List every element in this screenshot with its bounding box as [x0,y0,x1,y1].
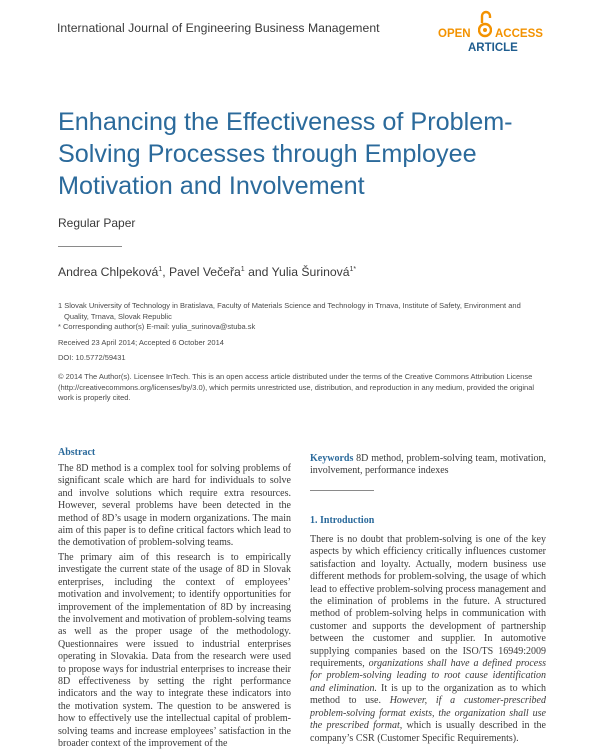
author-separator: and [244,265,272,279]
abstract-paragraph: The primary aim of this research is to empirically investigate the current state of the usage of 8D in Slovak enterprises, including the context of employees’ motivation and involvement; to identify opportunities for improvement of the implementation of 8D by increasing the involvement and motivation of problem-solving teams as well as the proper usage of the methodology. Questionnaires were issued to industrial enterprises operating in Slovakia. Data from the research were used to propose ways for industrial enterprises to increase their 8D effectiveness by setting the right performance indicators and the way to integrate these indicators into the motivation system. The question to be answered is how to effectively use the intellectual capital of problem-solving teams and increase employees’ satisfaction in the broader context of the improvement of the [58,552,291,750]
license-statement: © 2014 The Author(s). Licensee InTech. This is an open access article distributed under the terms of the Creative Commons Attribution License (http://creativecommons.org/licenses/by/3.0), which permits unrestricted use, distribution, and reproduction in any medium, provided the original work is properly cited. [58,372,535,402]
intro-quote: However, if a customer-prescribed problem-solving format exists, the organization shall use the prescribed format, [310,695,547,732]
oa-article-label: ARTICLE [468,42,518,54]
abstract-paragraph: The 8D method is a complex tool for solving problems of significant scale which are hard for individuals to solve and involve solutions which require extra resources. However, several problems have been detected in the method of 8D’s usage in modern organizations. The main aim of this paper is to define critical factors which lead to the demotivation of problem-solving teams. [58,463,291,549]
doi: DOI: 10.5772/59431 [58,353,126,362]
keywords-text: 8D method, problem-solving team, motivation, involvement, performance indexes [310,453,546,477]
abstract-heading: Abstract [58,447,96,458]
divider [310,490,374,491]
paper-type: Regular Paper [58,216,136,230]
affiliation-line: Quality, Trnava, Slovak Republic [64,311,172,321]
keywords [310,453,546,478]
affiliation-mark: 1 [240,266,245,273]
affiliation [58,301,548,322]
open-lock-icon [478,10,492,40]
corresponding-author: * Corresponding author(s) E-mail: yulia_surinova@stuba.sk [58,322,256,331]
intro-text: which is usually described in the company’s CSR (Customer Specific Requirements). [310,720,546,744]
oa-open-label: OPEN [438,28,471,40]
intro-text: It is up to the organization as to which method to use. [310,682,546,707]
received-dates: Received 23 April 2014; Accepted 6 October 2014 [58,338,224,347]
author-name: Andrea Chlpeková [58,265,159,279]
intro-text: There is no doubt that problem-solving is one of the key aspects by which efficiency critically influences customer satisfaction and loyalty. Actually, modern business use different methods for problem-solving, the usage of which lead to effective problem-solving process management and the elimination of problems in the future. A structured method of problem-solving helps in communication with customer and supports the development of partnership between the customer and supplier. In automotive supplying companies based on the ISO/TS 16949:2009 requirements, [310,534,546,670]
paper-title: Enhancing the Effectiveness of Problem-Solving Processes through Employee Motivation and Involvement [58,108,513,200]
author-name: Pavel Večeřa [168,265,241,279]
introduction-paragraph [310,534,546,745]
author-name: Yulia Šurinová [271,265,350,279]
intro-quote: organizations shall have a defined process for problem-solving leading to root cause identification and elimination. [310,658,546,694]
affiliation-mark: 1 [158,266,163,273]
oa-access-label: ACCESS [495,28,543,40]
divider [58,246,122,247]
affiliation-mark: 1* [349,266,357,273]
author-list [58,265,356,279]
introduction-heading: 1. Introduction [310,515,375,526]
keywords-label: Keywords [310,453,354,464]
affiliation-line: 1 Slovak University of Technology in Bratislava, Faculty of Materials Science and Technology in Trnava, Institute of Safety, Environment and [58,301,521,310]
author-separator: , [162,265,169,279]
open-access-badge [434,8,546,56]
journal-name: International Journal of Engineering Business Management [57,21,380,35]
